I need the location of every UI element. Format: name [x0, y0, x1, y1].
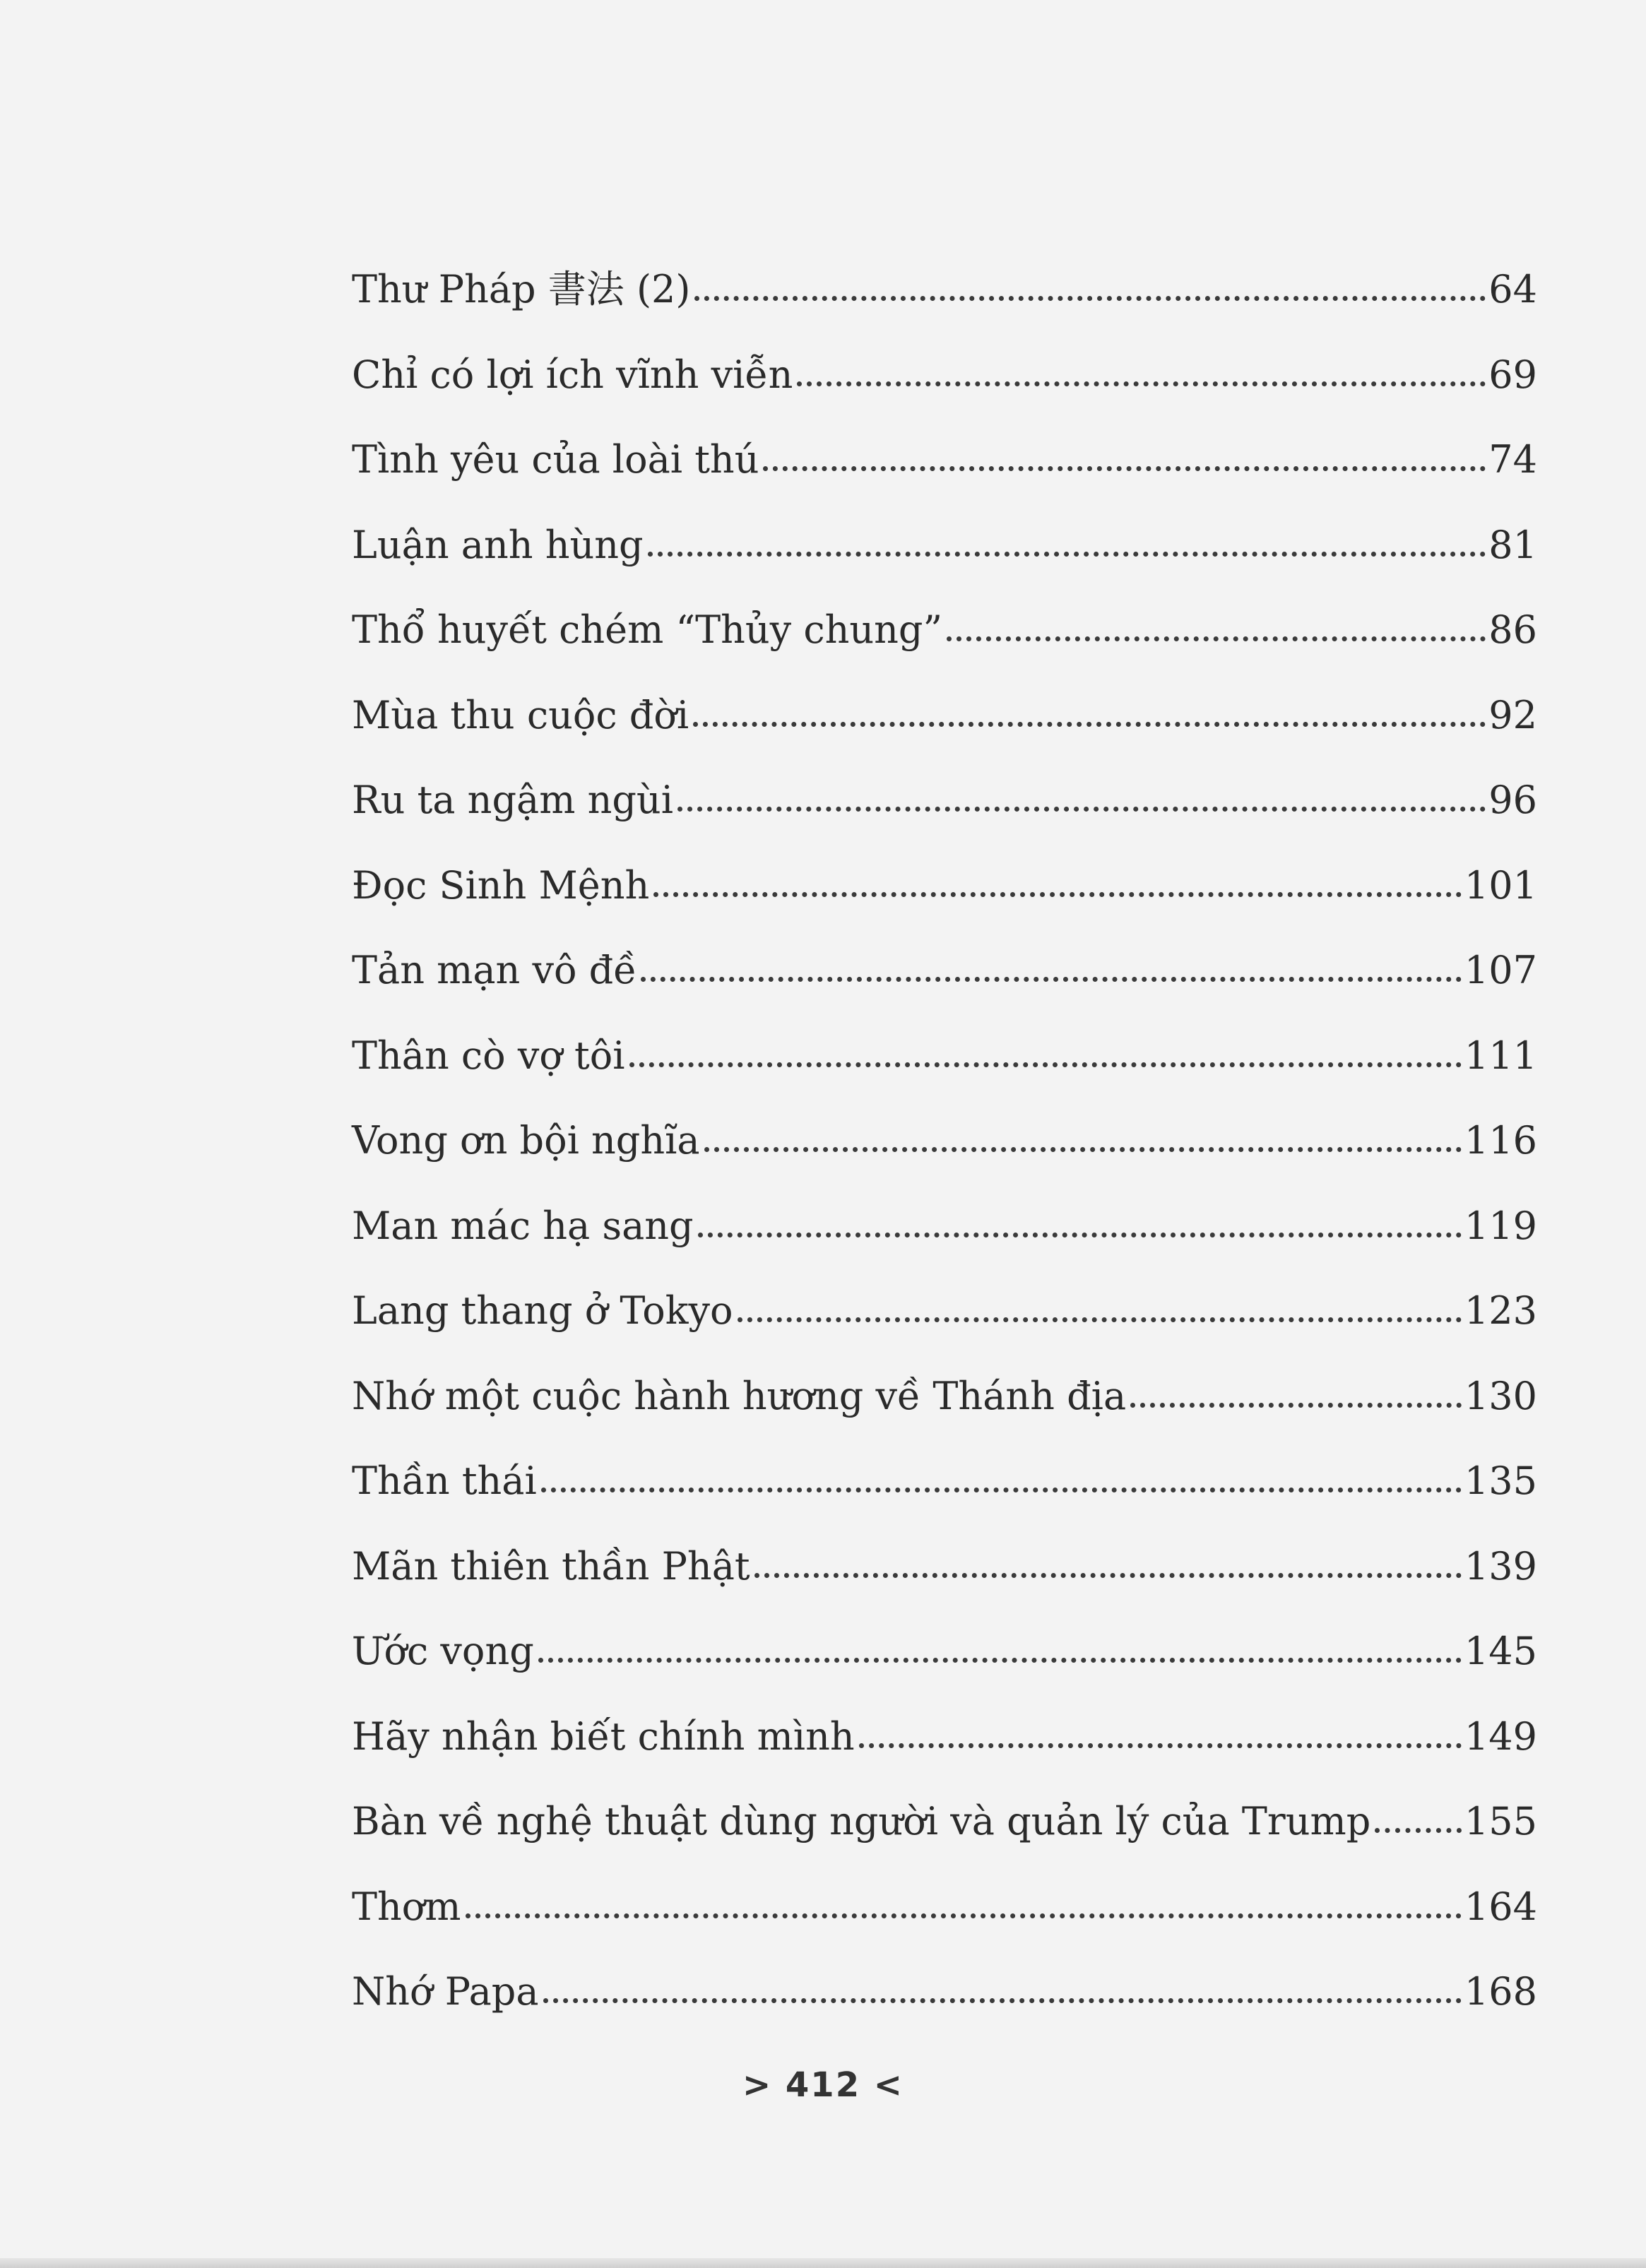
table-of-contents: [352, 258, 1537, 2046]
page-number: > 412 <: [742, 2065, 904, 2105]
dot-leader: [648, 546, 1486, 557]
toc-entry-title: Nhớ một cuộc hành hương về Thánh địa: [352, 1373, 1127, 1418]
toc-entry-page: 64: [1488, 267, 1537, 311]
toc-entry-title: Ru ta ngậm ngùi: [352, 778, 673, 822]
dot-leader: [653, 886, 1462, 897]
toc-entry-title: Luận anh hùng: [352, 522, 644, 567]
toc-entry-page: 130: [1464, 1373, 1537, 1418]
toc-entry-page: 101: [1464, 862, 1537, 908]
dot-leader: [797, 376, 1486, 386]
toc-entry-title: Man mác hạ sang: [352, 1203, 694, 1248]
toc-entry-page: 119: [1464, 1203, 1537, 1248]
toc-entry: [352, 1620, 1537, 1705]
toc-entry-page: 168: [1464, 1969, 1537, 2014]
toc-entry-page: 96: [1488, 778, 1537, 822]
toc-entry: [352, 1279, 1537, 1365]
dot-leader: [694, 290, 1486, 301]
toc-entry: [352, 1875, 1537, 1961]
dot-leader: [538, 1652, 1462, 1663]
toc-entry: [352, 939, 1537, 1024]
toc-entry-title: Nhớ Papa: [352, 1969, 539, 2014]
toc-entry-page: 107: [1464, 948, 1537, 992]
toc-entry-title: Thơm: [352, 1884, 461, 1929]
toc-entry-page: 164: [1464, 1884, 1537, 1929]
toc-entry: [352, 1449, 1537, 1535]
dot-leader: [738, 1312, 1462, 1322]
toc-entry-title: Thần thái: [352, 1459, 537, 1503]
toc-entry: [352, 1365, 1537, 1450]
dot-leader: [698, 1227, 1462, 1237]
toc-entry-page: 155: [1464, 1799, 1537, 1844]
toc-entry-title: Bàn về nghệ thuật dùng người và quản lý của Trump: [352, 1799, 1371, 1844]
toc-entry: [352, 598, 1537, 684]
toc-entry: [352, 1790, 1537, 1875]
toc-entry: [352, 1194, 1537, 1280]
dot-leader: [1130, 1397, 1462, 1408]
toc-entry-page: 145: [1464, 1629, 1537, 1673]
toc-entry-title: Hãy nhận biết chính mình: [352, 1714, 855, 1759]
dot-leader: [641, 971, 1461, 982]
toc-entry-title: Mùa thu cuộc đời: [352, 692, 689, 737]
dot-leader: [541, 1482, 1462, 1492]
dot-leader: [543, 1993, 1462, 2003]
toc-entry: [352, 513, 1537, 599]
toc-entry-page: 123: [1464, 1288, 1537, 1333]
dot-leader: [677, 801, 1486, 812]
dot-leader: [859, 1738, 1462, 1748]
toc-entry-page: 86: [1488, 607, 1537, 652]
toc-entry: [352, 854, 1537, 939]
toc-entry-title: Lang thang ở Tokyo: [352, 1288, 733, 1333]
toc-entry-page: 139: [1464, 1543, 1537, 1589]
toc-entry: [352, 1024, 1537, 1110]
toc-entry-title: Đọc Sinh Mệnh: [352, 862, 650, 908]
toc-entry-page: 81: [1488, 522, 1537, 567]
toc-entry-title: Thổ huyết chém “Thủy chung”: [352, 607, 943, 652]
toc-entry: [352, 1705, 1537, 1791]
toc-entry-page: 74: [1488, 437, 1537, 482]
toc-entry: [352, 768, 1537, 854]
dot-leader: [466, 1908, 1462, 1918]
toc-entry-title: Mãn thiên thần Phật: [352, 1543, 750, 1589]
dot-leader: [754, 1567, 1462, 1578]
toc-entry: [352, 1109, 1537, 1194]
toc-entry-title: Chỉ có lợi ích vĩnh viễn: [352, 352, 793, 397]
toc-entry: [352, 428, 1537, 513]
toc-entry-title: Thân cò vợ tôi: [352, 1033, 625, 1078]
toc-entry-title: Tình yêu của loài thú: [352, 437, 759, 482]
toc-entry: [352, 1535, 1537, 1620]
toc-entry-page: 135: [1464, 1459, 1537, 1503]
toc-entry-title: Thư Pháp 書法 (2): [352, 267, 691, 311]
scan-edge: [0, 2258, 1646, 2268]
toc-entry: [352, 684, 1537, 769]
toc-entry-page: 116: [1464, 1118, 1537, 1163]
toc-entry-page: 69: [1488, 352, 1537, 397]
dot-leader: [1375, 1822, 1462, 1833]
toc-entry: [352, 258, 1537, 343]
toc-entry-page: 149: [1464, 1714, 1537, 1759]
dot-leader: [693, 716, 1486, 727]
dot-leader: [947, 631, 1486, 641]
toc-entry-page: 92: [1488, 692, 1537, 737]
dot-leader: [704, 1141, 1462, 1152]
toc-entry: [352, 1960, 1537, 2046]
toc-entry-title: Vong ơn bội nghĩa: [352, 1118, 700, 1163]
dot-leader: [629, 1057, 1462, 1067]
toc-entry-title: Tản mạn vô đề: [352, 948, 637, 992]
toc-entry-title: Ước vọng: [352, 1629, 534, 1673]
dot-leader: [763, 461, 1486, 471]
toc-entry: [352, 343, 1537, 429]
toc-entry-page: 111: [1464, 1033, 1537, 1078]
